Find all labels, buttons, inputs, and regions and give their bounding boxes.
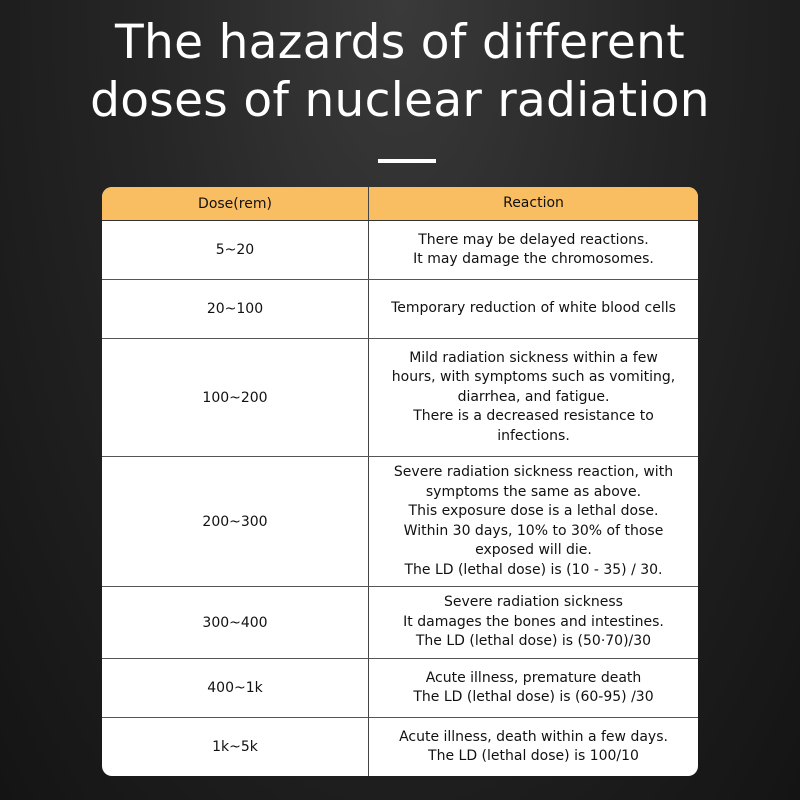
table-row: [102, 280, 698, 339]
reaction-line: Acute illness, death within a few days.: [399, 728, 668, 745]
table-row: [102, 221, 698, 280]
reaction-line: Acute illness, premature death: [425, 669, 642, 686]
reaction-line: diarrhea, and fatigue.: [457, 388, 610, 405]
dose-cell: 400~1k: [102, 659, 369, 717]
reaction-cell: [369, 718, 698, 776]
reaction-line: Severe radiation sickness: [444, 594, 623, 611]
header-reaction: Reaction: [503, 194, 564, 211]
reaction-line: This exposure dose is a lethal dose.: [408, 503, 659, 519]
reaction-line: infections.: [497, 427, 570, 444]
reaction-line: The LD (lethal dose) is 100/10: [428, 748, 639, 764]
reaction-line: The LD (lethal dose) is (10 - 35) / 30.: [404, 561, 663, 578]
table-header-row: [102, 187, 698, 221]
reaction-cell: [369, 339, 698, 456]
reaction-line: Within 30 days, 10% to 30% of those: [403, 522, 664, 539]
reaction-cell: [369, 221, 698, 279]
header-dose: Dose(rem): [102, 187, 369, 220]
dose-cell: 100~200: [102, 339, 369, 456]
title-line-1: The hazards of different: [115, 15, 685, 70]
dose-cell: 300~400: [102, 587, 369, 658]
reaction-line: Temporary reduction of white blood cells: [391, 300, 676, 317]
dose-cell: 200~300: [102, 457, 369, 586]
title-line-2: doses of nuclear radiation: [90, 73, 710, 128]
reaction-line: Severe radiation sickness reaction, with: [393, 464, 674, 480]
reaction-line: symptoms the same as above.: [425, 483, 642, 500]
table-row: [102, 339, 698, 457]
reaction-line: Mild radiation sickness within a few: [409, 349, 658, 366]
dose-cell: 5~20: [102, 221, 369, 279]
reaction-line: The LD (lethal dose) is (50·70)/30: [415, 633, 652, 650]
dose-cell: 1k~5k: [102, 718, 369, 776]
reaction-line: There may be delayed reactions.: [418, 231, 649, 248]
reaction-cell: [369, 659, 698, 717]
reaction-cell: [369, 280, 698, 338]
reaction-line: There is a decreased resistance to: [413, 408, 654, 425]
table-row: [102, 659, 698, 718]
reaction-line: exposed will die.: [475, 542, 592, 558]
reaction-line: hours, with symptoms such as vomiting,: [391, 369, 676, 386]
title-divider: [378, 159, 436, 163]
reaction-line: It damages the bones and intestines.: [403, 613, 664, 630]
table-row: [102, 718, 698, 776]
page-title: [0, 14, 800, 130]
table-row: [102, 587, 698, 659]
table-row: [102, 457, 698, 587]
reaction-cell: [369, 457, 698, 586]
reaction-line: The LD (lethal dose) is (60-95) /30: [413, 689, 654, 705]
reaction-line: It may damage the chromosomes.: [413, 251, 654, 267]
dose-cell: 20~100: [102, 280, 369, 338]
dose-table: [102, 187, 698, 776]
reaction-cell: [369, 587, 698, 658]
